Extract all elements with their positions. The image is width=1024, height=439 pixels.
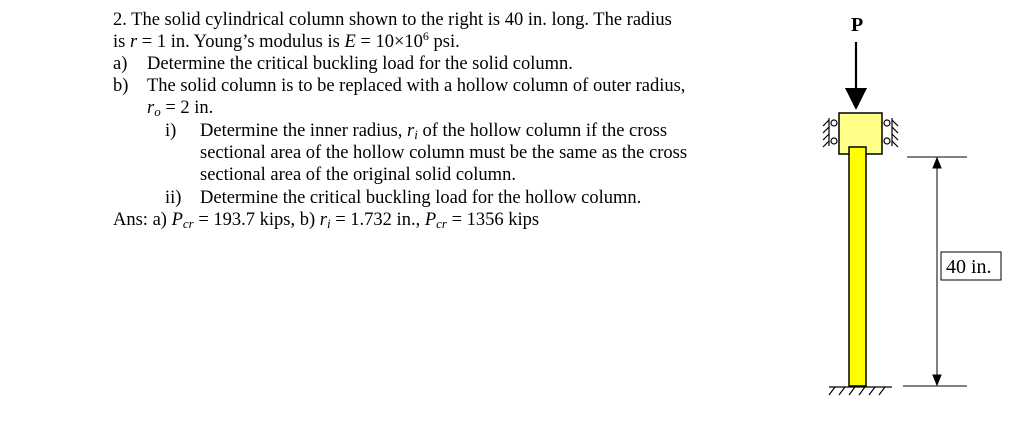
part-b-i-line-2: sectional area of the hollow column must be the same as the cross <box>200 143 688 163</box>
problem-statement: The solid cylindrical column shown to the right is 40 in. long. The radius <box>131 10 672 30</box>
guide-support-left <box>823 118 837 147</box>
part-b-i-line-3: sectional area of the original solid column. <box>200 165 516 185</box>
part-b-ii-label: ii) <box>165 188 182 208</box>
part-a-text: Determine the critical buckling load for the solid column. <box>147 54 573 74</box>
part-b-i-label: i) <box>165 121 177 141</box>
part-a-label: a) <box>113 54 128 74</box>
part-b-ii: ii) Determine the critical buckling load for the hollow column. <box>165 188 642 208</box>
radius-variable: r <box>129 32 138 52</box>
modulus-exponent: 6 <box>422 29 429 43</box>
column-body <box>849 147 866 386</box>
load-arrow <box>845 42 867 110</box>
part-b-text: The solid column is to be replaced with a hollow column of outer radius, <box>147 76 686 96</box>
fixed-base-support <box>829 387 892 395</box>
outer-radius-line: $r_o = 2$ in. <box>147 98 214 119</box>
length-label: 40 in. <box>946 256 992 278</box>
answer-line: Ans: a) $P_{cr} = 193.7$ kips, b) $r_i = 1.732$ in., $P_{cr} = 1356$ kips <box>113 210 540 231</box>
modulus-variable: E <box>344 32 356 52</box>
load-label: P <box>851 14 864 36</box>
part-b-label: b) <box>113 76 129 96</box>
guide-support-right <box>884 118 898 147</box>
problem-number: 2. <box>113 10 127 30</box>
part-b-i-line-1: i) Determine the inner radius, $r_i$ of the hollow column if the cross <box>165 121 668 142</box>
problem-line-2: is r = 1 in. Young’s modulus is $E = 10\times 10^6$ psi. <box>113 29 460 52</box>
